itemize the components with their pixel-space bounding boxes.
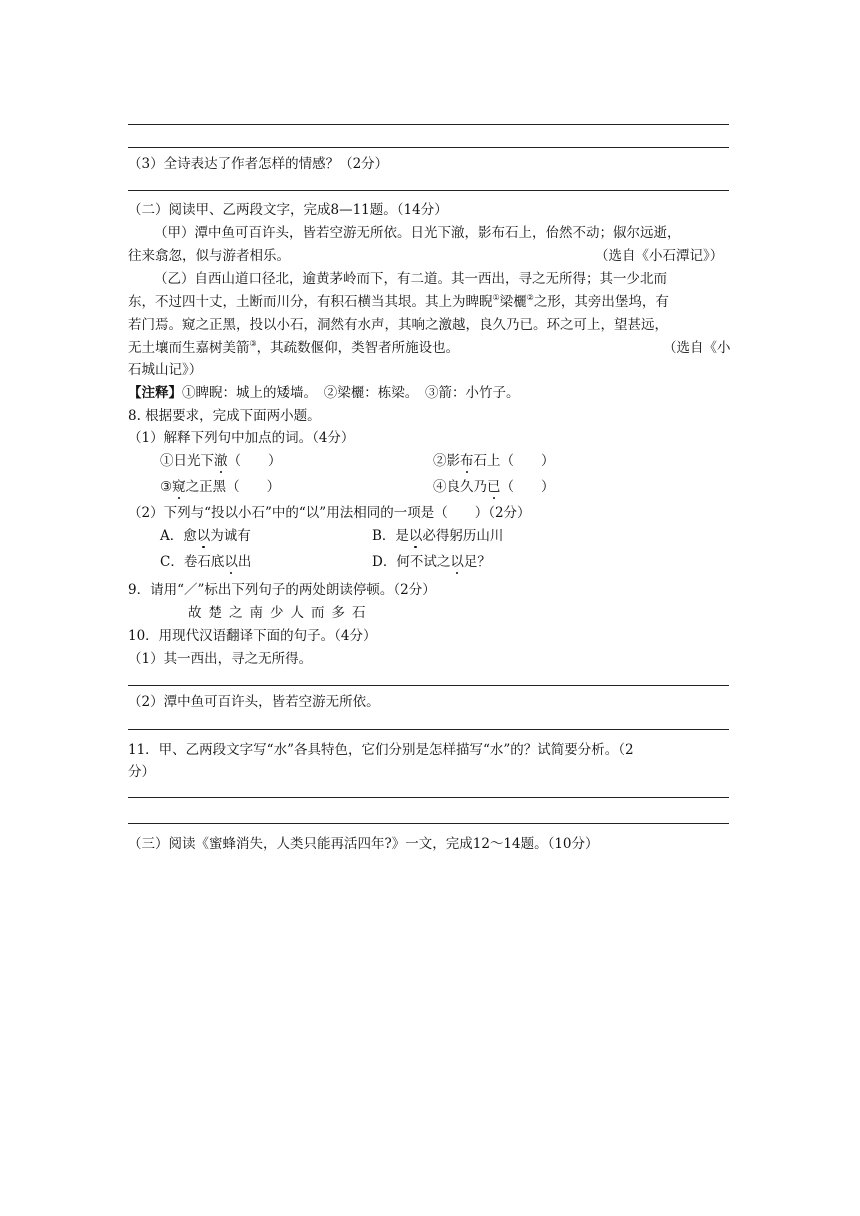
passage-jia-line-2: 往来翕忽，似与游者相乐。 (128, 248, 290, 264)
option-c: C．卷石底以出 (160, 550, 251, 570)
word-item-3: ③窥之正黑（ ） (160, 475, 280, 495)
passage-yi-source-1: （选自《小 (663, 340, 731, 356)
answer-line (128, 124, 729, 125)
word-item-1: ①日光下澈（ ） (160, 449, 282, 469)
question-8-part-1: （1）解释下列句中加点的词。（4分） (128, 430, 355, 446)
passage-jia-line-1: （甲）潭中鱼可百许头，皆若空游无所依。日光下澈，影布石上，佁然不动；俶尔远逝， (154, 225, 681, 241)
passage-yi-line-2: 东，不过四十丈，土断而川分，有积石横当其垠。其上为睥睨①梁欐②之形，其旁出堡坞，有 (128, 293, 669, 310)
answer-line (128, 823, 729, 824)
passage-yi-source-2: 石城山记》） (128, 362, 203, 378)
question-10-sentence-2: （2）潭中鱼可百许头，皆若空游无所依。 (128, 694, 380, 710)
notes-label: 【注释】 (128, 385, 182, 401)
section-2-title: （二）阅读甲、乙两段文字，完成8—11题。（14分） (128, 202, 448, 218)
passage-yi-line-1: （乙）自西山道口径北，逾黄茅岭而下，有二道。其一西出，寻之无所得；其一少北而 (154, 271, 667, 287)
section-3-title: （三）阅读《蜜蜂消失，人类只能再活四年?》一文，完成12～14题。（10分） (128, 836, 599, 852)
passage-jia-source: （选自《小石潭记》） (595, 248, 724, 264)
footnote-2-marker: ② (526, 293, 534, 302)
passage-yi-line-3: 若门焉。窥之正黑，投以小石，洞然有水声，其响之激越，良久乃已。环之可上，望甚远， (128, 317, 668, 333)
question-11-line-1: 11．甲、乙两段文字写“水”各具特色，它们分别是怎样描写“水”的？试简要分析。（2 (128, 742, 634, 758)
passage-yi-line-4: 无土壤而生嘉树美箭③，其疏数偃仰，类智者所施设也。 (128, 339, 460, 356)
option-b: B．是以必得躬历山川 (372, 524, 503, 544)
word-item-4: ④良久乃已（ ） (433, 475, 555, 495)
option-d: D．何不试之以足？ (372, 550, 491, 570)
question-8-part-2: （2）下列与“投以小石”中的“以”用法相同的一项是（ ）（2分） (128, 505, 531, 521)
question-8-stem: 8. 根据要求，完成下面两小题。 (128, 408, 321, 424)
question-10-sentence-1: （1）其一西出，寻之无所得。 (128, 651, 313, 667)
answer-line (128, 685, 729, 686)
answer-line (128, 190, 729, 191)
question-3-text: （3）全诗表达了作者怎样的情感？（2分） (128, 156, 389, 172)
question-9-sentence: 故楚之南少人而多石 (188, 605, 373, 621)
answer-line (128, 797, 729, 798)
answer-line (128, 729, 729, 730)
question-11-line-2: 分） (128, 764, 155, 780)
question-9-stem: 9．请用“／”标出下列句子的两处朗读停顿。（2分） (128, 582, 436, 598)
footnote-3-marker: ③ (249, 339, 257, 348)
footnote-1-marker: ① (492, 293, 500, 302)
answer-line (128, 147, 729, 148)
notes-text: ①睥睨：城上的矮墙。 ②梁欐：栋梁。 ③箭：小竹子。 (182, 385, 520, 401)
notes (128, 381, 520, 401)
option-a: A．愈以为诚有 (160, 524, 251, 544)
word-item-2: ②影布石上（ ） (433, 449, 555, 469)
question-10-stem: 10．用现代汉语翻译下面的句子。（4分） (128, 628, 377, 644)
